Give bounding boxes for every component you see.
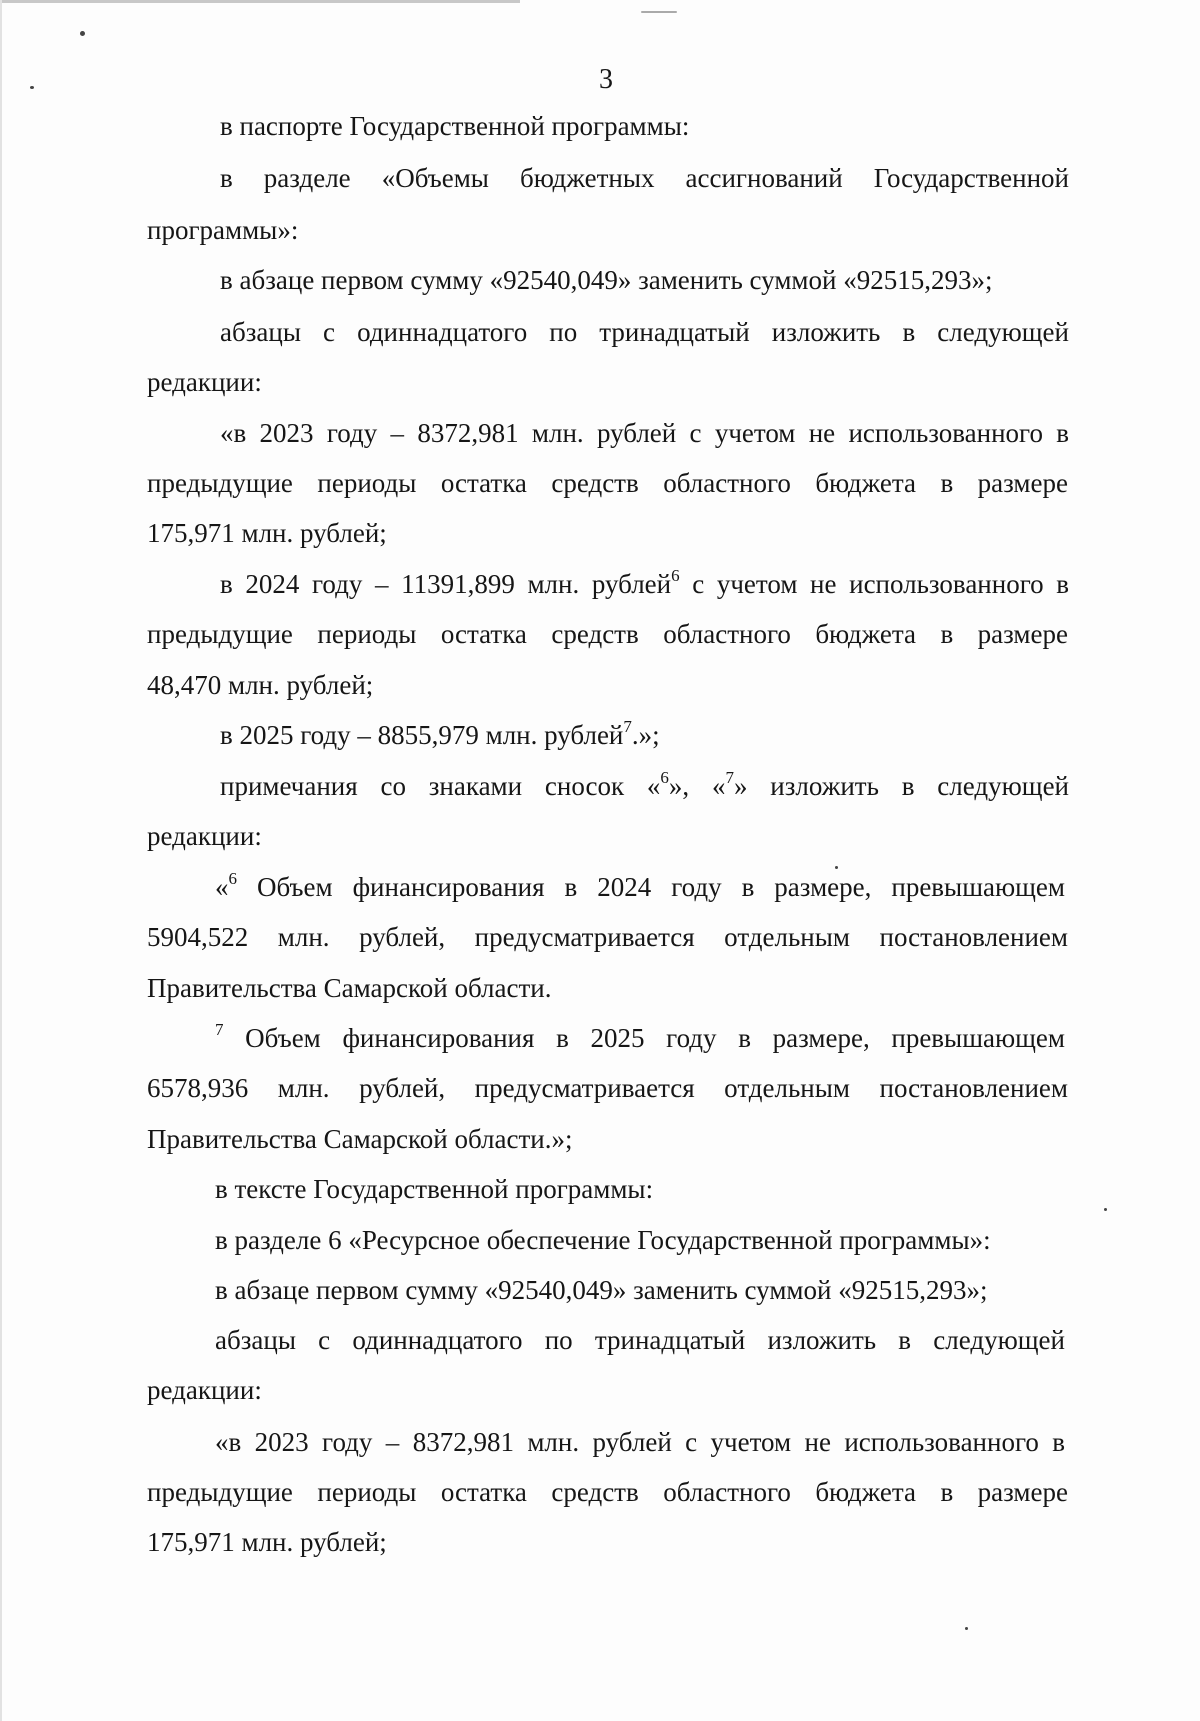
text-line: 48,470 млн. рублей;	[147, 670, 374, 700]
scan-speck	[80, 31, 85, 36]
text-line: в разделе «Объемы бюджетных ассигнований Государственной	[220, 163, 1069, 193]
text-segment: в 2025 году – 8855,979 млн. рублей	[220, 720, 624, 750]
text-line: 5904,522 млн. рублей, предусматривается отдельным постановлением	[147, 922, 1068, 952]
text-line: «в 2023 году – 8372,981 млн. рублей с учетом не использованного в	[220, 418, 1069, 448]
footnote-mark: 6	[671, 566, 680, 586]
footnote-mark: 7	[215, 1020, 224, 1040]
scan-speck	[1104, 1208, 1107, 1211]
text-line: предыдущие периоды остатка средств областного бюджета в размере	[147, 619, 1068, 649]
text-line: абзацы с одиннадцатого по тринадцатый изложить в следующей	[215, 1325, 1065, 1355]
text-line: «в 2023 году – 8372,981 млн. рублей с учетом не использованного в	[215, 1427, 1065, 1457]
footnote-mark: 7	[623, 717, 632, 737]
page-number: 3	[599, 64, 613, 95]
text-line	[220, 566, 1069, 602]
scan-speck	[641, 11, 677, 13]
scan-speck	[965, 1627, 968, 1630]
text-line: в абзаце первом сумму «92540,049» заменить суммой «92515,293»;	[215, 1275, 988, 1305]
scan-left-edge	[0, 0, 2, 1721]
footnote-mark: 6	[228, 869, 237, 889]
text-line: 175,971 млн. рублей;	[147, 1527, 387, 1557]
text-segment: .»;	[631, 720, 660, 750]
text-line: в тексте Государственной программы:	[215, 1174, 654, 1204]
text-line: в паспорте Государственной программы:	[220, 111, 690, 141]
text-line: редакции:	[147, 1375, 262, 1405]
text-line: 6578,936 млн. рублей, предусматривается отдельным постановлением	[147, 1073, 1068, 1103]
text-line	[215, 1020, 1065, 1056]
text-line: Правительства Самарской области.»;	[147, 1124, 573, 1154]
text-segment: Объем финансирования в 2025 году в размере, превышающем	[223, 1023, 1065, 1053]
text-segment: с учетом не использованного в	[679, 569, 1069, 599]
text-line	[220, 717, 1069, 753]
text-segment: » изложить в следующей	[733, 771, 1069, 801]
text-line: в абзаце первом сумму «92540,049» заменить суммой «92515,293»;	[220, 265, 993, 295]
text-line	[220, 768, 1069, 804]
text-line: Правительства Самарской области.	[147, 973, 552, 1003]
text-line: 175,971 млн. рублей;	[147, 518, 387, 548]
text-segment: примечания со знаками сносок «	[220, 771, 661, 801]
text-segment: », «	[668, 771, 726, 801]
text-line: редакции:	[147, 821, 262, 851]
text-line: предыдущие периоды остатка средств областного бюджета в размере	[147, 468, 1068, 498]
text-line	[215, 869, 1065, 905]
text-line: программы»:	[147, 215, 299, 245]
scan-top-rule	[0, 0, 520, 3]
text-segment: Объем финансирования в 2024 году в размере, превышающем	[237, 872, 1065, 902]
text-segment: в 2024 году – 11391,899 млн. рублей	[220, 569, 672, 599]
footnote-mark: 6	[660, 768, 669, 788]
footnote-mark: 7	[725, 768, 734, 788]
text-line: предыдущие периоды остатка средств областного бюджета в размере	[147, 1477, 1068, 1507]
text-line: редакции:	[147, 367, 262, 397]
text-line: в разделе 6 «Ресурсное обеспечение Государственной программы»:	[215, 1225, 991, 1255]
text-line: абзацы с одиннадцатого по тринадцатый изложить в следующей	[220, 317, 1069, 347]
text-segment: «	[215, 872, 229, 902]
